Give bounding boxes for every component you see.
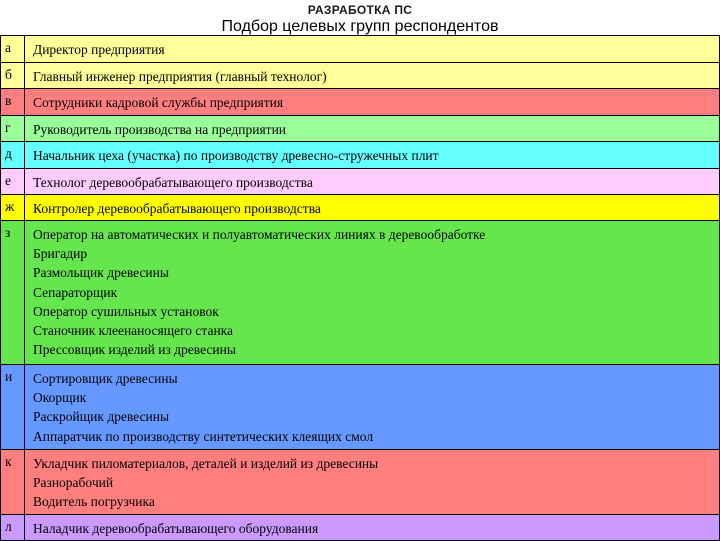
row-roles bbox=[25, 195, 720, 221]
row-roles bbox=[25, 116, 720, 142]
table-row bbox=[1, 169, 720, 195]
role-line: Бригадир bbox=[33, 246, 88, 262]
table-row bbox=[1, 221, 720, 365]
role-line: Сепараторщик bbox=[33, 284, 118, 300]
role-line: Оператор сушильных установок bbox=[33, 303, 219, 319]
table-row bbox=[1, 515, 720, 541]
role-line: Контролер деревообрабатывающего производства bbox=[33, 201, 321, 216]
row-letter: л bbox=[1, 515, 25, 541]
role-line: Технолог деревообрабатывающего производства bbox=[33, 175, 313, 190]
row-letter: ж bbox=[1, 195, 25, 221]
page-title: Подбор целевых групп респондентов bbox=[221, 18, 499, 35]
role-line: Водитель погрузчика bbox=[33, 494, 155, 510]
row-letter: г bbox=[1, 116, 25, 142]
role-line: Сортировщик древесины bbox=[33, 371, 178, 386]
row-letter: а bbox=[1, 36, 25, 63]
table-row bbox=[1, 365, 720, 450]
table-row bbox=[1, 450, 720, 515]
row-roles bbox=[25, 515, 720, 541]
row-roles bbox=[25, 89, 720, 116]
row-letter: к bbox=[1, 450, 25, 515]
row-roles bbox=[25, 36, 720, 63]
role-line: Аппаратчик по производству синтетических клеящих смол bbox=[33, 428, 374, 444]
role-line: Окорщик bbox=[33, 390, 87, 406]
role-line: Сотрудники кадровой службы предприятия bbox=[33, 95, 284, 110]
role-line: Раскройщик древесины bbox=[33, 409, 170, 425]
respondent-groups-table bbox=[0, 35, 720, 541]
role-line: Наладчик деревообрабатывающего оборудования bbox=[33, 521, 319, 536]
table-row bbox=[1, 195, 720, 221]
table-row bbox=[1, 36, 720, 63]
role-line: Укладчик пиломатериалов, деталей и изделий из древесины bbox=[33, 456, 379, 471]
row-roles bbox=[25, 365, 720, 450]
row-letter: д bbox=[1, 142, 25, 169]
role-line: Начальник цеха (участка) по производству древесно-стружечных плит bbox=[33, 148, 439, 163]
table-row bbox=[1, 63, 720, 89]
table-row bbox=[1, 142, 720, 169]
row-roles bbox=[25, 450, 720, 515]
table-row bbox=[1, 116, 720, 142]
row-letter: з bbox=[1, 221, 25, 365]
page-subtitle: РАЗРАБОТКА ПС bbox=[307, 3, 413, 17]
role-line: Главный инженер предприятия (главный технолог) bbox=[33, 69, 327, 84]
role-line: Директор предприятия bbox=[33, 42, 165, 57]
role-line: Станочник клеенаносящего станка bbox=[33, 323, 234, 339]
row-roles bbox=[25, 169, 720, 195]
role-line: Руководитель производства на предприятии bbox=[33, 122, 287, 137]
role-line: Оператор на автоматических и полуавтоматических линиях в деревообработке bbox=[33, 227, 486, 242]
role-line: Прессовщик изделий из древесины bbox=[33, 342, 236, 358]
table-row bbox=[1, 89, 720, 116]
row-letter: е bbox=[1, 169, 25, 195]
row-letter: в bbox=[1, 89, 25, 116]
role-line: Разнорабочий bbox=[33, 475, 114, 491]
row-roles bbox=[25, 63, 720, 89]
row-letter: б bbox=[1, 63, 25, 89]
row-letter: и bbox=[1, 365, 25, 450]
row-roles bbox=[25, 142, 720, 169]
row-roles bbox=[25, 221, 720, 365]
role-line: Размольщик древесины bbox=[33, 265, 169, 281]
